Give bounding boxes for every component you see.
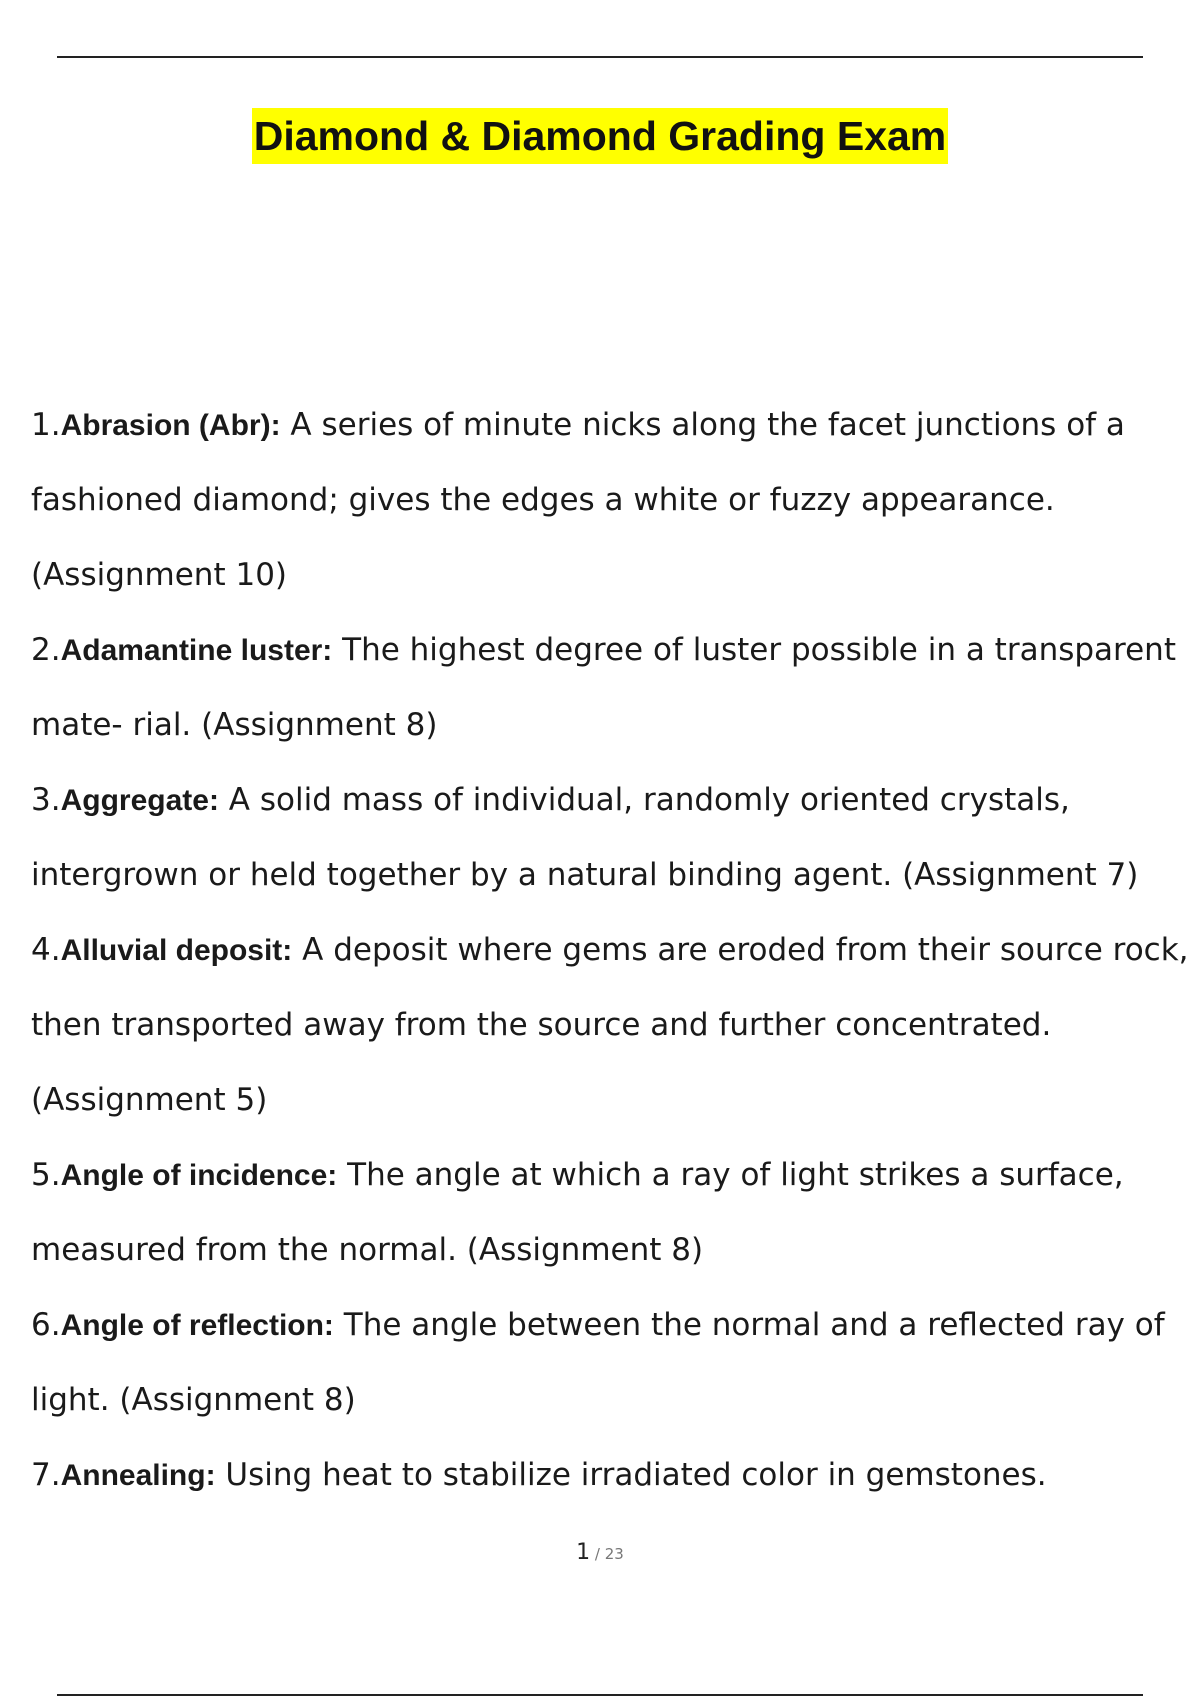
entry-number: 3.: [31, 782, 61, 818]
entry-number: 7.: [31, 1457, 61, 1493]
page-number-current: 1: [576, 1540, 591, 1565]
glossary-entry: [31, 1288, 1191, 1438]
entry-term: Angle of reflection:: [60, 1309, 334, 1342]
entry-term: Angle of incidence:: [60, 1159, 338, 1192]
document-title: Diamond & Diamond Grading Exam: [252, 108, 949, 164]
entry-definition: The angle at which a ray of light strikes a surface, measured from the normal. (Assignment 8): [31, 1157, 1124, 1268]
title-container: [0, 108, 1200, 164]
glossary-entry: [31, 613, 1191, 763]
entry-number: 4.: [31, 932, 61, 968]
entry-term: Aggregate:: [60, 784, 219, 817]
entry-term: Alluvial deposit:: [60, 934, 293, 967]
entry-definition: The highest degree of luster possible in a transparent mate- rial. (Assignment 8): [31, 632, 1176, 743]
page-number-separator: /: [590, 1545, 605, 1563]
entry-term: Annealing:: [60, 1459, 216, 1492]
entry-term: Adamantine luster:: [60, 634, 333, 667]
glossary-entry: [31, 1138, 1191, 1288]
page-number: [0, 1540, 1200, 1565]
glossary-entry: [31, 913, 1191, 1138]
entry-definition: The angle between the normal and a reflected ray of light. (Assignment 8): [31, 1307, 1165, 1418]
bottom-divider: [57, 1694, 1143, 1696]
entry-number: 2.: [31, 632, 61, 668]
entry-definition: Using heat to stabilize irradiated color in gemstones.: [215, 1457, 1047, 1493]
entry-term: Abrasion (Abr):: [60, 409, 281, 442]
glossary-list: [31, 388, 1191, 1513]
top-divider: [57, 56, 1143, 58]
glossary-entry: [31, 388, 1191, 613]
glossary-entry: [31, 763, 1191, 913]
entry-number: 6.: [31, 1307, 61, 1343]
page-number-total: 23: [604, 1545, 624, 1563]
entry-number: 1.: [31, 407, 61, 443]
glossary-entry: [31, 1438, 1191, 1513]
entry-definition: A series of minute nicks along the facet junctions of a fashioned diamond; gives the edges a white or fuzzy appearance. (Assignment 10): [31, 407, 1125, 593]
entry-number: 5.: [31, 1157, 61, 1193]
entry-definition: A deposit where gems are eroded from their source rock, then transported away from the source and further concentrated. (Assignment 5): [31, 932, 1189, 1118]
entry-definition: A solid mass of individual, randomly oriented crystals, intergrown or held together by a natural binding agent. (Assignment 7): [31, 782, 1139, 893]
